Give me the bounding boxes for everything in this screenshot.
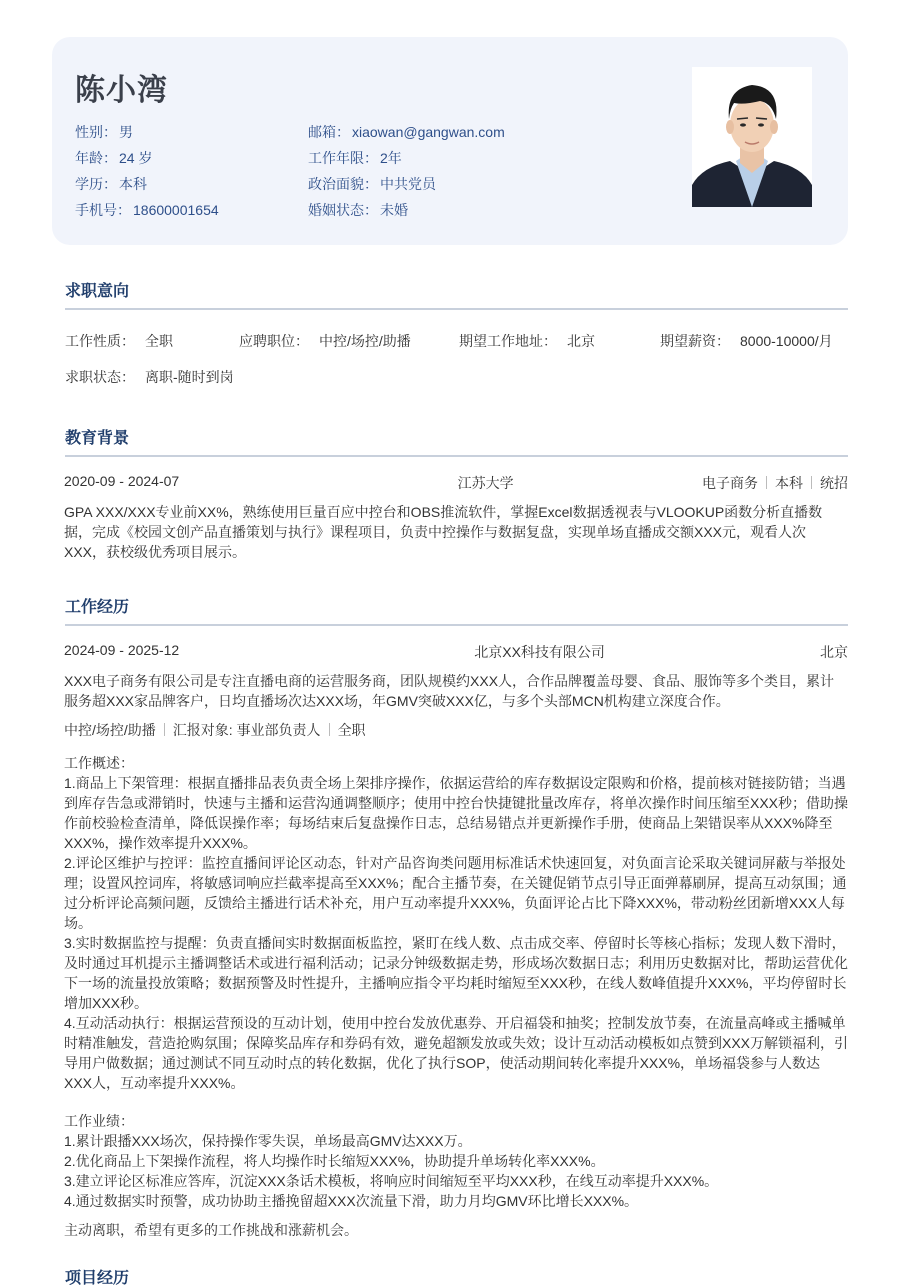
work-overview-item: 2.评论区维护与控评：监控直播间评论区动态，针对产品咨询类问题用标准话术快速回复，对负面言论采取关键词屏蔽与举报处理；设置风控词库，将敏感词响应拦截率提高至XXX%；配合主播节奏，在关键促销节点引导正面弹幕刷屏，提高互动氛围；通过分析评论高频问题，反馈给主播进行话术补充，用户互动率提升XXX%，负面评论占比下降XXX%，带动粉丝团新增XXX人每场。	[64, 855, 847, 931]
phone-field	[75, 200, 219, 220]
age-field	[75, 148, 152, 168]
phone-label: 手机号：	[75, 202, 131, 218]
work-meta	[64, 720, 366, 740]
politics-value: 中共党员	[380, 176, 436, 192]
work-achievements	[64, 1111, 848, 1211]
intent-salary	[660, 331, 833, 351]
gender-field	[75, 122, 133, 142]
education-major: 电子商务	[701, 475, 758, 491]
section-divider	[65, 308, 848, 310]
work-company: 北京XX科技有限公司	[474, 644, 605, 660]
tag-separator	[164, 723, 165, 736]
education-row	[64, 473, 848, 493]
education-description: GPA XXX/XXX专业前XX%，熟练使用巨量百应中控台和OBS推流软件，掌握Excel数据透视表与VLOOKUP函数分析直播数据，完成《校园文创产品直播策划与执行》课程项目，负责中控操作与数据复盘，实现单场直播成交额XXX元，观看人次XXX，获校级优秀项目展示。	[64, 504, 823, 560]
intent-salary-label: 期望薪资：	[660, 333, 730, 349]
gender-label: 性别：	[75, 124, 117, 140]
education-degree: 本科	[774, 475, 803, 491]
email-field	[308, 122, 505, 142]
work-row	[64, 642, 848, 662]
email-label: 邮箱：	[308, 124, 350, 140]
education-period: 2020-09 - 2024-07	[64, 473, 180, 489]
marital-field	[308, 200, 408, 220]
work-overview-title: 工作概述：	[64, 755, 134, 771]
section-title-work: 工作经历	[65, 599, 130, 616]
intent-status	[65, 367, 234, 387]
intent-position-value: 中控/场控/助播	[319, 333, 411, 349]
tag-separator	[766, 476, 767, 489]
education-school: 江苏大学	[457, 475, 514, 491]
marital-label: 婚姻状态：	[308, 202, 378, 218]
company-description: XXX电子商务有限公司是专注直播电商的运营服务商，团队规模约XXX人，合作品牌覆盖母婴、食品、服饰等多个类目，累计服务超XXX家品牌客户，日均直播场次达XXX场，年GMV突破XXX亿，与多个头部MCN机构建立深度合作。	[64, 673, 835, 709]
years-value: 2年	[380, 150, 402, 166]
work-overview-item: 4.互动活动执行：根据运营预设的互动计划，使用中控台发放优惠券、开启福袋和抽奖；控制发放节奏，在流量高峰或主播喊单时精准触发，营造抢购氛围；保障奖品库存和券码有效，避免超额发放或失效；设计互动活动模板如点赞到XXX万解锁福利，引导用户做数据；通过测试不同互动时点的转化数据，优化了执行SOP，使活动期间转化率提升XXX%，单场福袋参与人数达XXX人，互动率提升XXX%。	[64, 1015, 849, 1091]
age-value: 24 岁	[119, 150, 153, 166]
section-title-projects: 项目经历	[65, 1270, 130, 1287]
intent-location-label: 期望工作地址：	[459, 333, 557, 349]
email-value[interactable]: xiaowan@gangwan.com	[352, 124, 505, 140]
work-city: 北京	[819, 644, 848, 660]
work-achievement-item: 4.通过数据实时预警，成功协助主播挽留超XXX次流量下滑，助力月均GMV环比增长XXX%。	[64, 1193, 639, 1209]
intent-position	[239, 331, 411, 351]
work-achievement-title: 工作业绩：	[64, 1113, 134, 1129]
education-type: 统招	[819, 475, 848, 491]
work-job-type: 全职	[337, 722, 366, 738]
profile-header	[52, 37, 848, 245]
work-achievement-item: 3.建立评论区标准应答库，沉淀XXX条话术模板，将响应时间缩短至平均XXX秒，在线互动率提升XXX%。	[64, 1173, 719, 1189]
politics-label: 政治面貌：	[308, 176, 378, 192]
tag-separator	[811, 476, 812, 489]
education-field	[75, 174, 147, 194]
work-period: 2024-09 - 2025-12	[64, 642, 180, 658]
profile-photo-image	[692, 67, 812, 207]
leave-reason: 主动离职，希望有更多的工作挑战和涨薪机会。	[64, 1222, 358, 1238]
politics-field	[308, 174, 436, 194]
section-divider	[65, 624, 848, 626]
work-achievement-item: 1.累计跟播XXX场次，保持操作零失误，单场最高GMV达XXX万。	[64, 1133, 472, 1149]
education-tags	[702, 473, 848, 493]
years-field	[308, 148, 402, 168]
work-achievement-item: 2.优化商品上下架操作流程，将人均操作时长缩短XXX%，协助提升单场转化率XXX%。	[64, 1153, 605, 1169]
work-overview-item: 3.实时数据监控与提醒：负责直播间实时数据面板监控，紧盯在线人数、点击成交率、停留时长等核心指标；发现人数下滑时，及时通过耳机提示主播调整话术或进行福利活动；记录分钟级数据走势，形成场次数据日志；利用历史数据对比，帮助运营优化下一场的流量投放策略；数据预警及时性提升，主播响应指令平均耗时缩短至XXX秒，在线人数峰值提升XXX%，平均停留时长增加XXX秒。	[64, 935, 848, 1011]
work-overview	[64, 753, 848, 1093]
profile-photo	[692, 67, 812, 207]
gender-value: 男	[119, 124, 133, 140]
section-title-intent: 求职意向	[65, 283, 130, 300]
intent-location-value: 北京	[567, 333, 595, 349]
work-overview-item: 1.商品上下架管理：根据直播排品表负责全场上架排序操作，依据运营给的库存数据设定限购和价格，提前核对链接防错；当遇到库存告急或滞销时，快速与主播和运营沟通调整顺序；使用中控台快捷键批量改库存，将单次操作时间压缩至XXX秒；借助操作前校验检查清单，降低误操作率；每场结束后复盘操作日志，总结易错点并更新操作手册，使商品上架错误率从XXX%降至XXX%，操作效率提升XXX%。	[64, 775, 849, 851]
intent-nature	[65, 331, 173, 351]
phone-value: 18600001654	[133, 202, 219, 218]
education-value: 本科	[119, 176, 147, 192]
intent-nature-value: 全职	[145, 333, 173, 349]
intent-status-value: 离职-随时到岗	[145, 369, 234, 385]
intent-location	[459, 331, 595, 351]
intent-position-label: 应聘职位：	[239, 333, 309, 349]
candidate-name: 陈小湾	[75, 74, 168, 107]
tag-separator	[329, 723, 330, 736]
intent-status-label: 求职状态：	[65, 369, 135, 385]
marital-value: 未婚	[380, 202, 408, 218]
work-report-to: 汇报对象: 事业部负责人	[172, 722, 321, 738]
education-label: 学历：	[75, 176, 117, 192]
work-role: 中控/场控/助播	[64, 722, 156, 738]
intent-nature-label: 工作性质：	[65, 333, 135, 349]
intent-salary-value: 8000-10000/月	[740, 333, 833, 349]
age-label: 年龄：	[75, 150, 117, 166]
section-divider	[65, 455, 848, 457]
years-label: 工作年限：	[308, 150, 378, 166]
section-title-education: 教育背景	[65, 430, 130, 447]
